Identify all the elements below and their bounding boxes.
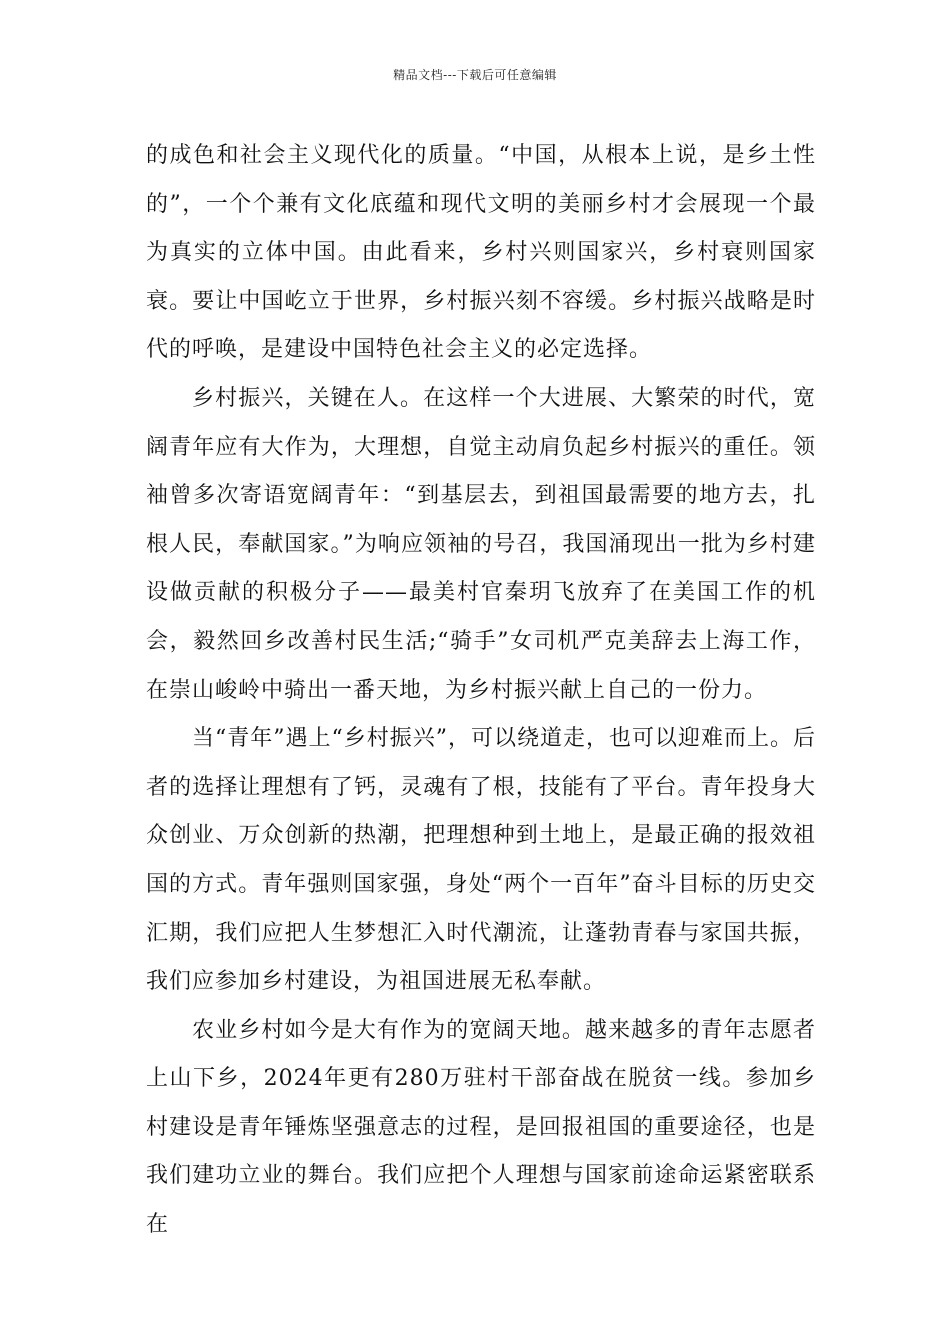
paragraph-3: 当“青年”遇上“乡村振兴”，可以绕道走，也可以迎难而上。后者的选择让理想有了钙，灵魂有了根，技能有了平台。青年投身大众创业、万众创新的热潮，把理想种到土地上，是最正确的报效祖国的方式。青年强则国家强，身处“两个一百年”奋斗目标的历史交汇期，我们应把人生梦想汇入时代潮流，让蓬勃青春与家国共振，我们应参加乡村建设，为祖国进展无私奉献。 — [146, 726, 816, 995]
paragraph-1: 的成色和社会主义现代化的质量。“中国，从根本上说，是乡土性的”，一个个兼有文化底蕴和现代文明的美丽乡村才会展现一个最为真实的立体中国。由此看来，乡村兴则国家兴，乡村衰则国家衰。要让中国屹立于世界，乡村振兴刻不容缓。乡村振兴战略是时代的呼唤，是建设中国特色社会主义的必定选择。 — [146, 143, 816, 363]
document-body — [146, 132, 816, 1250]
page-header: 精品文档---下载后可任意编辑 — [393, 68, 557, 82]
paragraph-4: 农业乡村如今是大有作为的宽阔天地。越来越多的青年志愿者上山下乡，2024年更有280万驻村干部奋战在脱贫一线。参加乡村建设是青年锤炼坚强意志的过程，是回报祖国的重要途径，也是我们建功立业的舞台。我们应把个人理想与国家前途命运紧密联系在 — [146, 1017, 816, 1238]
paragraph-2: 乡村振兴，关键在人。在这样一个大进展、大繁荣的时代，宽阔青年应有大作为，大理想，自觉主动肩负起乡村振兴的重任。领袖曾多次寄语宽阔青年：“到基层去，到祖国最需要的地方去，扎根人民，奉献国家。”为响应领袖的号召，我国涌现出一批为乡村建设做贡献的积极分子——最美村官秦玥飞放弃了在美国工作的机会，毅然回乡改善村民生活;“骑手”女司机严克美辞去上海工作，在崇山峻岭中骑出一番天地，为乡村振兴献上自己的一份力。 — [146, 385, 816, 703]
